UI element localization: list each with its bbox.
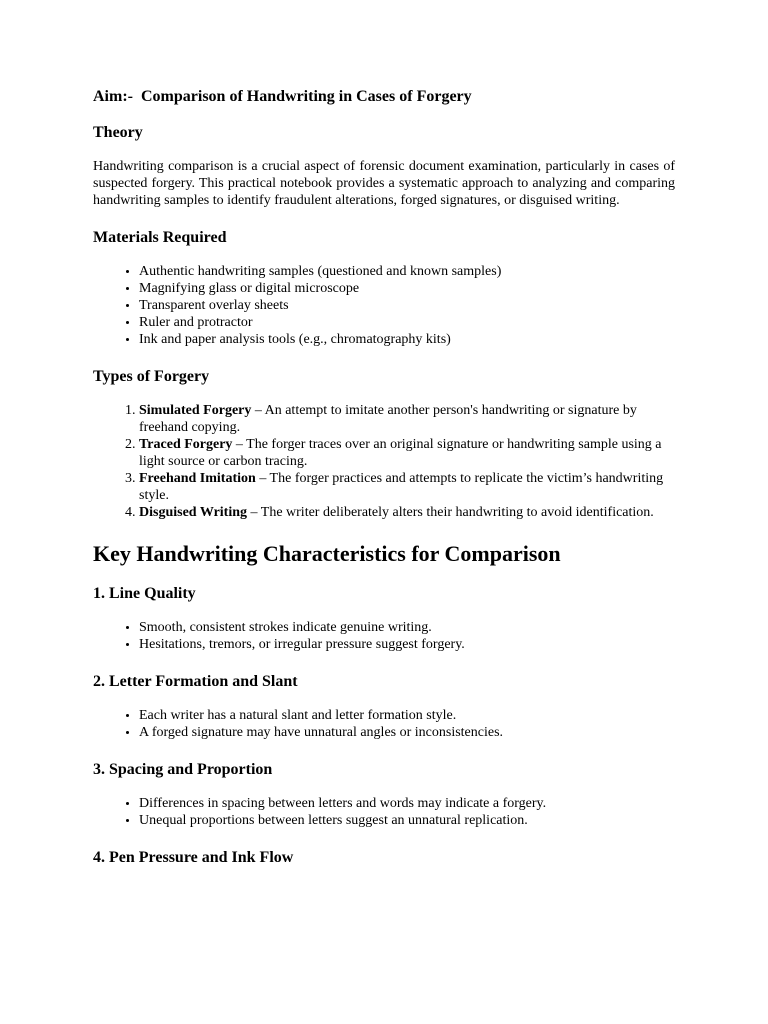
letter-formation-list bbox=[93, 707, 675, 741]
list-item: • Hesitations, tremors, or irregular pressure suggest forgery. bbox=[139, 636, 675, 653]
list-item bbox=[139, 504, 675, 521]
spacing-proportion-heading: 3. Spacing and Proportion bbox=[93, 761, 273, 778]
forgery-type-term: Simulated Forgery bbox=[139, 403, 252, 418]
letter-formation-heading: 2. Letter Formation and Slant bbox=[93, 673, 298, 690]
materials-heading: Materials Required bbox=[93, 229, 227, 246]
forgery-type-description: – The forger practices and attempts to replicate the victim’s handwriting style. bbox=[139, 471, 664, 503]
forgery-type-description: – An attempt to imitate another person's handwriting or signature by freehand copying. bbox=[139, 403, 637, 435]
forgery-type-term: Freehand Imitation bbox=[139, 471, 256, 486]
aim-heading: Aim:- Comparison of Handwriting in Cases of Forgery bbox=[93, 88, 472, 105]
forgery-type-term: Disguised Writing bbox=[139, 505, 248, 520]
list-item: • Unequal proportions between letters suggest an unnatural replication. bbox=[139, 812, 675, 829]
forgery-types-list bbox=[93, 402, 675, 521]
list-item bbox=[139, 470, 675, 504]
list-item: • Ink and paper analysis tools (e.g., chromatography kits) bbox=[139, 331, 675, 348]
list-item: • Transparent overlay sheets bbox=[139, 297, 675, 314]
forgery-type-term: Traced Forgery bbox=[139, 437, 233, 452]
list-item: • Authentic handwriting samples (questioned and known samples) bbox=[139, 263, 675, 280]
list-item bbox=[139, 436, 675, 470]
pen-pressure-heading: 4. Pen Pressure and Ink Flow bbox=[93, 849, 294, 866]
key-characteristics-heading: Key Handwriting Characteristics for Comparison bbox=[93, 541, 561, 566]
list-item: • A forged signature may have unnatural angles or inconsistencies. bbox=[139, 724, 675, 741]
list-item: • Smooth, consistent strokes indicate genuine writing. bbox=[139, 619, 675, 636]
line-quality-heading: 1. Line Quality bbox=[93, 585, 196, 602]
list-item: • Differences in spacing between letters and words may indicate a forgery. bbox=[139, 795, 675, 812]
types-heading: Types of Forgery bbox=[93, 368, 210, 385]
forgery-type-description: – The writer deliberately alters their handwriting to avoid identification. bbox=[247, 505, 654, 520]
theory-heading: Theory bbox=[93, 124, 143, 141]
list-item: • Magnifying glass or digital microscope bbox=[139, 280, 675, 297]
list-item: • Ruler and protractor bbox=[139, 314, 675, 331]
line-quality-list bbox=[93, 619, 675, 653]
theory-paragraph: Handwriting comparison is a crucial aspect of forensic document examination, particularly in cases of suspected forgery. This practical notebook provides a systematic approach to analyzing and comparing handwriting samples to identify fraudulent alterations, forged signatures, or disguised writing. bbox=[93, 159, 675, 208]
materials-list bbox=[93, 263, 675, 348]
forgery-type-description: – The forger traces over an original signature or handwriting sample using a light source or carbon tracing. bbox=[139, 437, 662, 469]
list-item: • Each writer has a natural slant and letter formation style. bbox=[139, 707, 675, 724]
spacing-proportion-list bbox=[93, 795, 675, 829]
document-page bbox=[93, 86, 675, 883]
list-item bbox=[139, 402, 675, 436]
